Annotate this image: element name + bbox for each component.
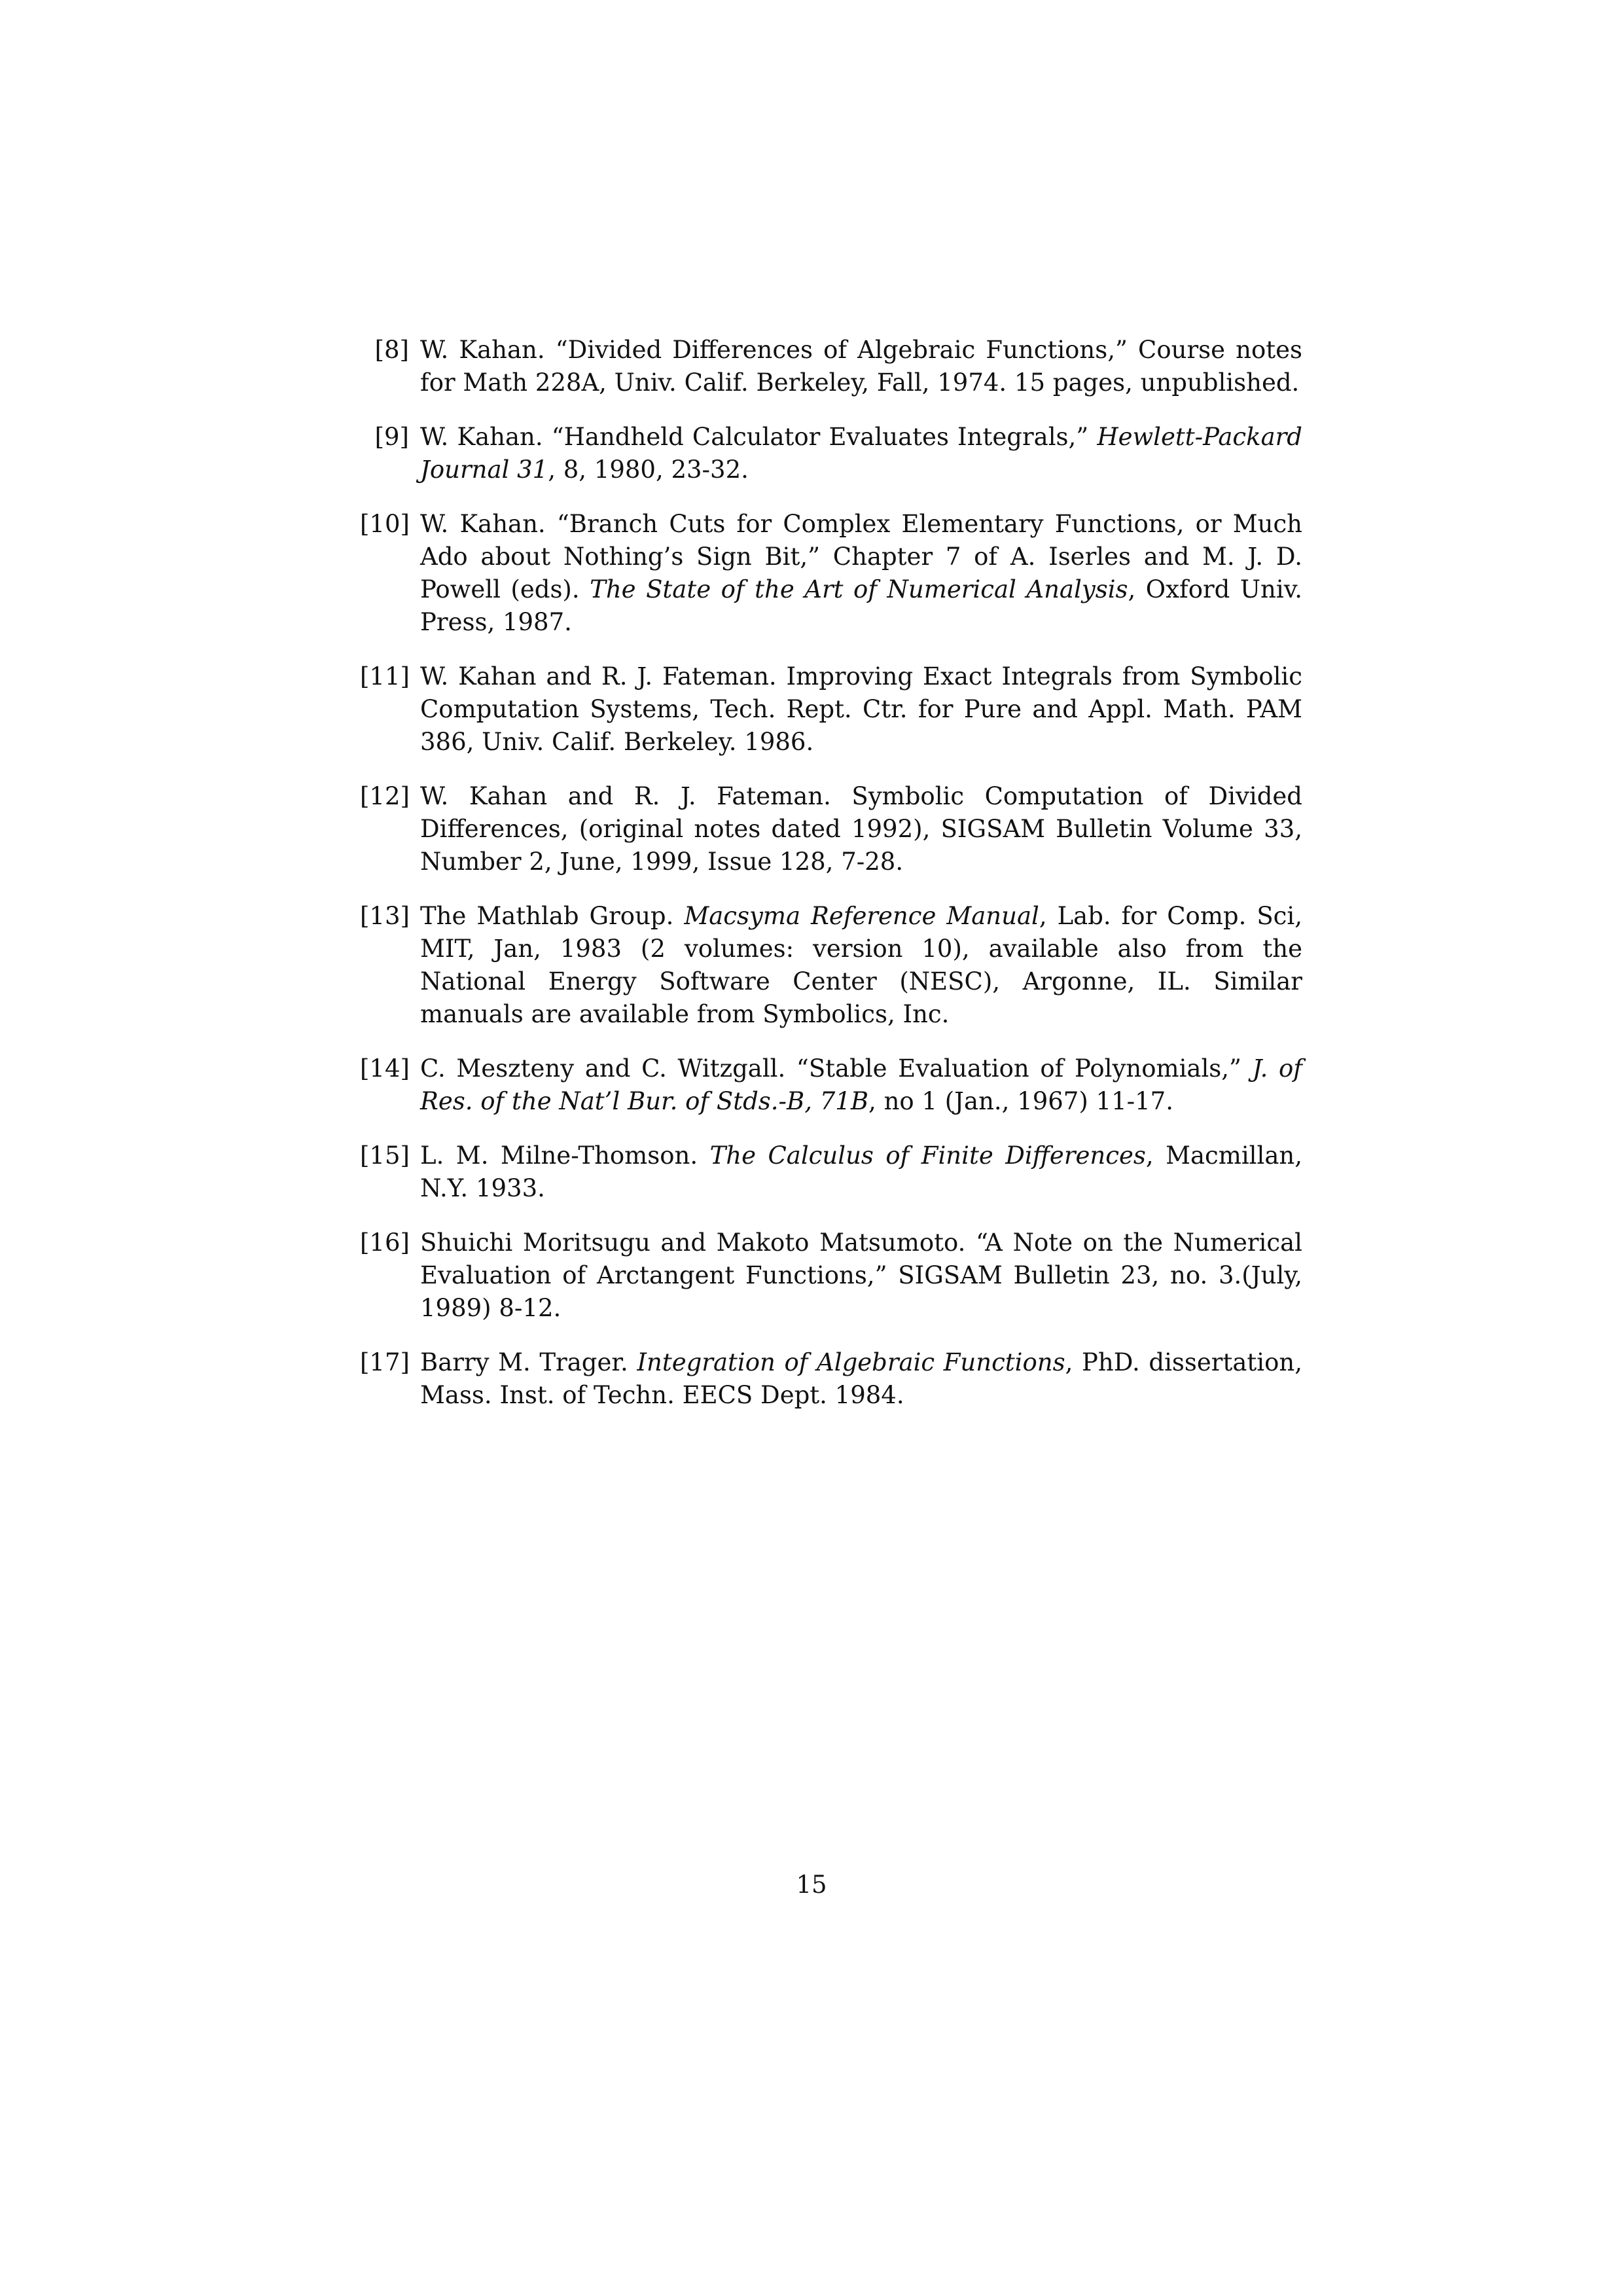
reference-text: The Mathlab Group. Macsyma Reference Manual, Lab. for Comp. Sci, MIT, Jan, 1983 (2 volumes: version 10), available also from the National Energy Software Center (NESC), Argonne, IL. Similar manuals are available from Symbolics, Inc. xyxy=(420,902,1302,1028)
reference-list xyxy=(360,334,1302,1433)
reference-number: [8] xyxy=(374,336,409,364)
reference-number: [11] xyxy=(360,662,410,691)
reference-text: W. Kahan. “Branch Cuts for Complex Elementary Functions, or Much Ado about Nothing’s Sign Bit,” Chapter 7 of A. Iserles and M. J. D. Powell (eds). The State of the Art of Numerical Analysis, Oxford Univ. Press, 1987. xyxy=(420,510,1302,636)
reference-entry xyxy=(360,1227,1302,1325)
reference-italic: The Calculus of Finite Differences xyxy=(709,1141,1146,1170)
page-number: 15 xyxy=(796,1871,827,1899)
reference-text: Barry M. Trager. Integration of Algebraic Functions, PhD. dissertation, Mass. Inst. of Techn. EECS Dept. 1984. xyxy=(420,1348,1302,1409)
reference-number: [10] xyxy=(360,510,410,538)
reference-text: W. Kahan and R. J. Fateman. Improving Exact Integrals from Symbolic Computation Systems, Tech. Rept. Ctr. for Pure and Appl. Math. PAM 386, Univ. Calif. Berkeley. 1986. xyxy=(420,662,1302,756)
reference-text: W. Kahan. “Handheld Calculator Evaluates Integrals,” Hewlett-Packard Journal 31, 8, 1980, 23-32. xyxy=(420,423,1302,484)
reference-text: L. M. Milne-Thomson. The Calculus of Finite Differences, Macmillan, N.Y. 1933. xyxy=(420,1141,1302,1202)
reference-number: [13] xyxy=(360,902,410,930)
reference-entry xyxy=(360,1139,1302,1205)
reference-number: [9] xyxy=(374,423,409,451)
reference-number: [15] xyxy=(360,1141,410,1170)
reference-italic: Integration of Algebraic Functions xyxy=(637,1348,1065,1376)
reference-text: W. Kahan. “Divided Differences of Algebraic Functions,” Course notes for Math 228A, Univ. Calif. Berkeley, Fall, 1974. 15 pages, unpublished. xyxy=(420,336,1302,397)
reference-italic: Hewlett-Packard Journal 31 xyxy=(420,423,1302,484)
reference-number: [12] xyxy=(360,782,410,810)
reference-italic: J. of Res. of the Nat’l Bur. of Stds.-B, 71B xyxy=(420,1054,1302,1115)
reference-entry xyxy=(360,900,1302,1031)
reference-entry xyxy=(360,334,1302,399)
reference-entry xyxy=(360,1052,1302,1118)
reference-entry xyxy=(360,660,1302,759)
reference-number: [17] xyxy=(360,1348,410,1376)
reference-entry xyxy=(360,1346,1302,1412)
reference-italic: Macsyma Reference Manual xyxy=(684,902,1039,930)
reference-text: Shuichi Moritsugu and Makoto Matsumoto. “A Note on the Numerical Evaluation of Arctangent Functions,” SIGSAM Bulletin 23, no. 3.(July, 1989) 8-12. xyxy=(420,1229,1302,1322)
reference-entry xyxy=(360,421,1302,486)
reference-number: [14] xyxy=(360,1054,410,1083)
reference-number: [16] xyxy=(360,1229,410,1257)
reference-italic: The State of the Art of Numerical Analysis xyxy=(590,575,1128,603)
reference-text: C. Meszteny and C. Witzgall. “Stable Evaluation of Polynomials,” J. of Res. of the Nat’l Bur. of Stds.-B, 71B, no 1 (Jan., 1967) 11-17. xyxy=(420,1054,1302,1115)
reference-text: W. Kahan and R. J. Fateman. Symbolic Computation of Divided Differences, (original notes dated 1992), SIGSAM Bulletin Volume 33, Number 2, June, 1999, Issue 128, 7-28. xyxy=(420,782,1302,876)
reference-entry xyxy=(360,780,1302,878)
reference-entry xyxy=(360,508,1302,639)
